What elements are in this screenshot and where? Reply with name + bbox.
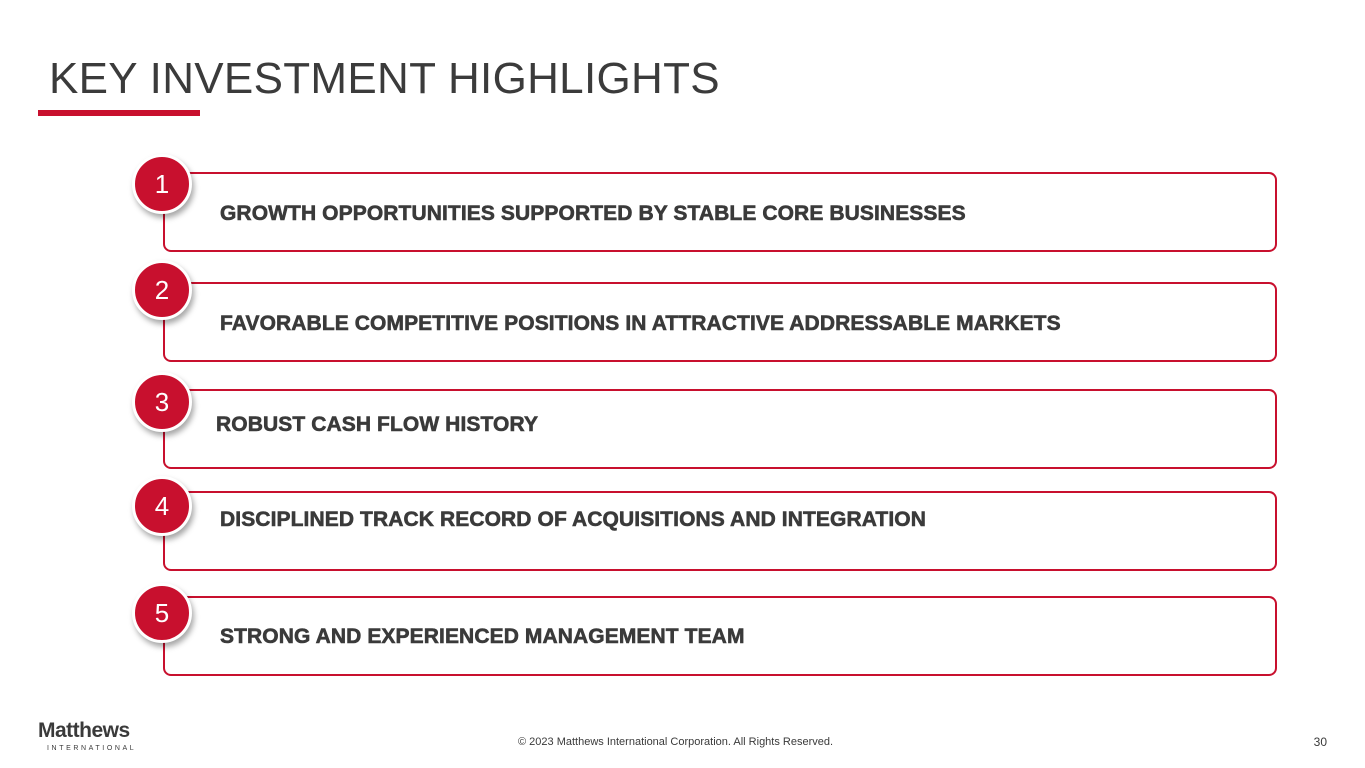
title-underline <box>38 110 200 116</box>
copyright-notice: © 2023 Matthews International Corporation. All Rights Reserved. <box>518 736 834 748</box>
highlight-number-badge-3: 3 <box>132 372 192 432</box>
highlight-text-4: DISCIPLINED TRACK RECORD OF ACQUISITIONS AND INTEGRATION <box>220 508 926 531</box>
highlight-card-2 <box>163 282 1277 362</box>
highlight-card-1 <box>163 172 1277 252</box>
highlight-number-badge-2: 2 <box>132 260 192 320</box>
highlight-text-2: FAVORABLE COMPETITIVE POSITIONS IN ATTRACTIVE ADDRESSABLE MARKETS <box>220 312 1061 335</box>
logo-wordmark: Matthews <box>38 719 130 742</box>
highlight-card-4 <box>163 491 1277 571</box>
highlight-card-3 <box>163 389 1277 469</box>
page-title: KEY INVESTMENT HIGHLIGHTS <box>49 54 720 103</box>
logo-subtitle: INTERNATIONAL <box>47 745 137 752</box>
highlight-number-badge-4: 4 <box>132 476 192 536</box>
highlight-number-badge-5: 5 <box>132 583 192 643</box>
highlight-text-1: GROWTH OPPORTUNITIES SUPPORTED BY STABLE CORE BUSINESSES <box>220 202 966 225</box>
highlight-text-5: STRONG AND EXPERIENCED MANAGEMENT TEAM <box>220 625 745 648</box>
company-logo <box>38 719 148 755</box>
highlight-card-5 <box>163 596 1277 676</box>
highlight-number-badge-1: 1 <box>132 154 192 214</box>
highlight-text-3: ROBUST CASH FLOW HISTORY <box>216 413 539 436</box>
page-number: 30 <box>1313 735 1327 749</box>
